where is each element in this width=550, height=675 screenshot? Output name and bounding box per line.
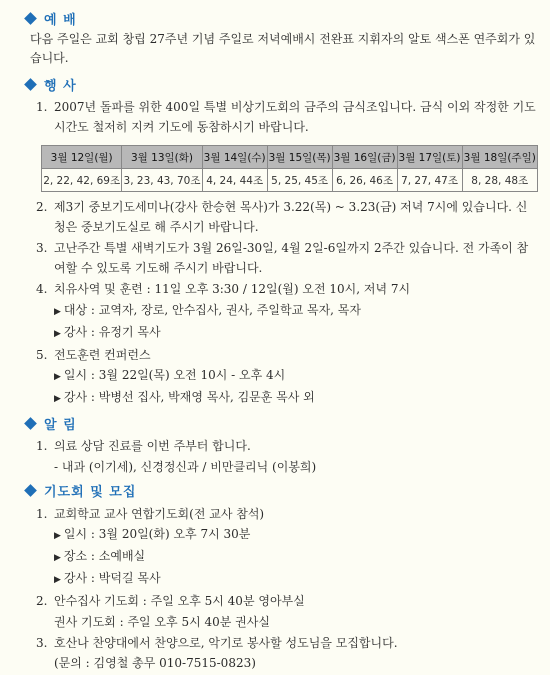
event-item-3 <box>24 239 536 278</box>
item-number: 3. <box>36 241 48 255</box>
section-title: 행 사 <box>44 78 77 94</box>
table-cell: 2, 22, 42, 69조 <box>42 169 122 192</box>
detail-text: - 내과 (이기세), 신경정신과 / 비만클리닉 (이봉희) <box>54 459 317 474</box>
table-cell: 3월 13일(화) <box>122 146 202 169</box>
section-header-worship <box>24 6 536 30</box>
event-item-4 <box>24 280 536 344</box>
table-cell: 3, 23, 43, 70조 <box>122 169 202 192</box>
item-text: 교회학교 교사 연합기도회(전 교사 참석) <box>54 506 265 521</box>
item-text-2: 권사 기도회 : 주일 오후 5시 40분 권사실 <box>54 614 270 629</box>
prayer-item-3 <box>24 634 536 674</box>
date-text: 일시 : 3월 20일(화) 오후 7시 30분 <box>63 527 251 541</box>
item-body <box>54 505 536 591</box>
item-number: 5. <box>36 347 48 362</box>
item-number: 3. <box>36 635 48 650</box>
section-header-events <box>24 72 536 96</box>
triangle-right-icon: ▶ <box>54 328 61 339</box>
diamond-bullet-icon <box>24 484 37 497</box>
table-cell: 3월 18일(주일) <box>462 146 538 169</box>
item-number: 1. <box>36 439 48 453</box>
section-title: 예 배 <box>44 12 77 28</box>
item-number: 1. <box>36 100 48 114</box>
item-body <box>54 592 536 632</box>
item-body <box>54 280 536 344</box>
event-item-2 <box>24 198 536 237</box>
item-number: 4. <box>36 282 48 296</box>
diamond-bullet-icon <box>24 12 37 25</box>
target-line <box>54 300 536 322</box>
triangle-right-icon: ▶ <box>54 575 61 585</box>
table-cell: 3월 16일(금) <box>332 146 397 169</box>
item-body <box>54 634 536 674</box>
section-header-notices <box>24 411 536 435</box>
section-title: 기도회 및 모집 <box>44 485 137 500</box>
table-cell: 3월 15일(목) <box>267 146 332 169</box>
place-line <box>54 546 536 568</box>
prayer-item-2 <box>24 592 536 632</box>
prayer-item-1 <box>24 505 536 591</box>
triangle-right-icon: ▶ <box>54 372 61 382</box>
item-text: 의료 상담 진료를 이번 주부터 합니다. <box>54 439 251 453</box>
table-cell: 5, 25, 45조 <box>267 169 332 192</box>
item-body <box>54 346 536 410</box>
triangle-right-icon: ▶ <box>54 531 61 541</box>
speaker-text: 강사 : 박덕길 목사 <box>63 571 161 585</box>
item-text: 2007년 돌파를 위한 400일 특별 비상기도회의 금주의 금식조입니다. 금식 이외 작정한 기도시간도 철저히 지켜 기도에 동참하시기 바랍니다. <box>54 100 536 134</box>
contact-text: (문의 : 김영철 총무 010-7515-0823) <box>54 656 256 670</box>
item-body <box>54 437 536 477</box>
item-text: 호산나 찬양대에서 찬양으로, 악기로 봉사할 성도님을 모집합니다. <box>54 635 398 650</box>
place-text: 장소 : 소예배실 <box>63 549 146 563</box>
table-cell: 3월 14일(수) <box>202 146 267 169</box>
table-row <box>42 169 538 192</box>
triangle-right-icon: ▶ <box>54 306 61 317</box>
table-cell: 6, 26, 46조 <box>332 169 397 192</box>
table-cell: 7, 27, 47조 <box>397 169 462 192</box>
triangle-right-icon: ▶ <box>54 394 61 404</box>
date-text: 일시 : 3월 22일(목) 오전 10시 - 오후 4시 <box>63 368 286 382</box>
item-number: 2. <box>36 200 48 214</box>
section-title: 알 림 <box>44 417 77 433</box>
event-item-1 <box>24 98 536 137</box>
table-cell: 3월 12일(월) <box>42 146 122 169</box>
table-cell: 8, 28, 48조 <box>462 169 538 192</box>
speaker-text: 강사 : 유정기 목사 <box>63 324 161 339</box>
item-number: 1. <box>36 506 48 521</box>
speaker-line <box>54 568 536 590</box>
speaker-line <box>54 322 536 344</box>
item-text: 고난주간 특별 새벽기도가 3월 26일-30일, 4월 2일-6일까지 2주간 있습니다. 전 가족이 참여할 수 있도록 기도해 주시기 바랍니다. <box>54 241 529 275</box>
worship-text: 다음 주일은 교회 창립 27주년 기념 주일로 저녁예배시 전완표 지휘자의 알토 색스폰 연주회가 있습니다. <box>30 32 536 65</box>
diamond-bullet-icon <box>24 417 37 430</box>
section-header-prayer <box>24 479 536 503</box>
triangle-right-icon: ▶ <box>54 553 61 563</box>
item-text: 치유사역 및 훈련 : 11일 오후 3:30 / 12일(월) 오전 10시, 저녁 7시 <box>54 282 411 296</box>
table-header-row <box>42 146 538 169</box>
fasting-schedule-table <box>41 145 538 192</box>
speaker-text: 강사 : 박병선 집사, 박재영 목사, 김문훈 목사 외 <box>63 390 315 404</box>
item-number: 2. <box>36 594 48 608</box>
item-text: 안수집사 기도회 : 주일 오후 5시 40분 영아부실 <box>54 594 305 608</box>
diamond-bullet-icon <box>24 78 37 91</box>
event-item-5 <box>24 346 536 410</box>
target-text: 대상 : 교역자, 장로, 안수집사, 권사, 주일학교 목자, 목자 <box>63 302 361 317</box>
date-line <box>54 365 536 387</box>
speaker-line <box>54 387 536 409</box>
table-cell: 3월 17일(토) <box>397 146 462 169</box>
table-cell: 4, 24, 44조 <box>202 169 267 192</box>
item-text: 제3기 중보기도세미나(강사 한승현 목사)가 3.22(목) ~ 3.23(금) 저녁 7시에 있습니다. 신청은 중보기도실로 해 주시기 바랍니다. <box>54 200 528 234</box>
item-text: 전도훈련 컨퍼런스 <box>54 347 151 362</box>
date-line <box>54 524 536 546</box>
notice-item-1 <box>24 437 536 477</box>
